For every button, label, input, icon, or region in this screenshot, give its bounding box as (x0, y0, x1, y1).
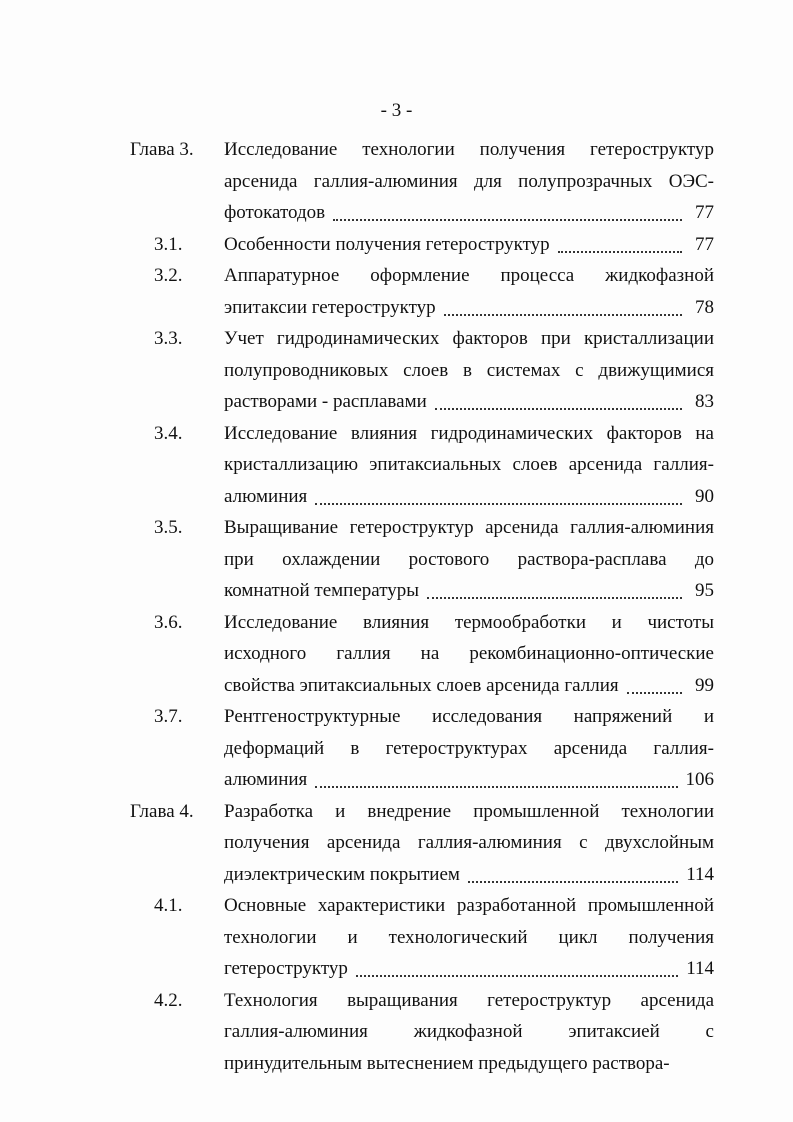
toc-entry-number: 4.1. (154, 895, 183, 916)
toc-entry-number: Глава 4. (130, 800, 194, 822)
toc-entry-line: алюминия (224, 485, 308, 507)
dot-leader (444, 313, 682, 316)
dot-leader (315, 785, 677, 788)
toc-entry-line: фотокатодов (224, 202, 326, 223)
toc-entry-page: 83 (695, 391, 714, 412)
toc-entry-line: получения арсенида галлия-алюминия с двухслойным (224, 832, 714, 853)
dot-leader (627, 691, 682, 694)
toc-entry-title (224, 260, 714, 323)
toc-entry-line: арсенида галлия-алюминия для полупрозрачных ОЭС- (224, 170, 714, 192)
toc-entry (0, 796, 793, 891)
toc-entry-page: 99 (695, 674, 714, 696)
toc-entry-last-line (224, 953, 714, 985)
toc-entry-number: 3.3. (154, 328, 183, 349)
toc-entry-page: 77 (695, 202, 714, 223)
toc-entry (0, 260, 793, 323)
toc-entry-line: Основные характеристики разработанной промышленной (224, 895, 714, 916)
toc-entry-last-line (224, 575, 714, 607)
toc-entry-line: при охлаждении ростового раствора-расплава до (224, 548, 714, 570)
toc-entry-line: Аппаратурное оформление процесса жидкофазной (224, 265, 714, 286)
dot-leader (315, 502, 682, 505)
toc-entry-page: 78 (695, 296, 714, 318)
toc-entry-number: 3.4. (154, 422, 183, 444)
toc-entry-line: диэлектрическим покрытием (224, 863, 460, 885)
dot-leader (333, 218, 682, 221)
table-of-contents (0, 134, 793, 1079)
toc-entry-line: эпитаксии гетероструктур (224, 296, 436, 318)
toc-entry-line: деформаций в гетероструктурах арсенида галлия- (224, 737, 714, 759)
toc-entry-line: комнатной температуры (224, 580, 420, 601)
toc-entry (0, 229, 793, 261)
toc-entry-last-line (224, 292, 714, 324)
toc-entry-line: алюминия (224, 769, 308, 790)
dot-leader (356, 974, 678, 977)
toc-entry-line: Технология выращивания гетероструктур арсенида (224, 989, 714, 1011)
toc-entry-page: 77 (695, 233, 714, 255)
toc-entry-last-line (224, 481, 714, 513)
toc-entry-title (224, 985, 714, 1080)
toc-entry-line: технологии и технологический цикл получения (224, 926, 714, 948)
toc-entry-number: 4.2. (154, 989, 183, 1011)
page-number: - 3 - (380, 100, 413, 121)
toc-entry-title (224, 229, 714, 261)
toc-entry-last-line (224, 764, 714, 796)
toc-entry-line: исходного галлия на рекомбинационно-оптические (224, 643, 714, 664)
toc-entry (0, 701, 793, 796)
toc-entry-line: кристаллизацию эпитаксиальных слоев арсенида галлия- (224, 454, 714, 475)
toc-entry-page: 106 (685, 769, 714, 790)
toc-entry-line: свойства эпитаксиальных слоев арсенида галлия (224, 674, 619, 696)
toc-entry-number: 3.7. (154, 706, 183, 727)
toc-entry-last-line (224, 229, 714, 261)
toc-entry-page: 114 (686, 958, 714, 979)
toc-entry-title (224, 607, 714, 702)
toc-entry-title (224, 323, 714, 418)
toc-entry-number: Глава 3. (130, 139, 194, 160)
toc-entry-page: 95 (695, 580, 714, 601)
toc-entry (0, 890, 793, 985)
toc-entry (0, 418, 793, 513)
toc-entry-line: Особенности получения гетероструктур (224, 233, 550, 255)
toc-entry (0, 607, 793, 702)
toc-entry-line: Исследование влияния термообработки и чистоты (224, 611, 714, 633)
toc-entry-title (224, 418, 714, 513)
toc-entry-title (224, 890, 714, 985)
dot-leader (468, 880, 678, 883)
toc-entry-last-line (224, 197, 714, 229)
toc-entry-number: 3.5. (154, 517, 183, 538)
toc-entry (0, 323, 793, 418)
toc-entry (0, 512, 793, 607)
toc-entry-last-line (224, 859, 714, 891)
toc-entry-last-line (224, 670, 714, 702)
toc-entry-number: 3.1. (154, 233, 183, 255)
toc-entry-title (224, 512, 714, 607)
toc-entry-number: 3.2. (154, 265, 183, 286)
toc-entry (0, 134, 793, 229)
dot-leader (427, 596, 682, 599)
toc-entry-last-line (224, 386, 714, 418)
toc-entry-line: Исследование технологии получения гетероструктур (224, 139, 714, 160)
toc-entry-line: Рентгеноструктурные исследования напряжений и (224, 706, 714, 727)
toc-entry-number: 3.6. (154, 611, 183, 633)
toc-entry-title (224, 796, 714, 891)
toc-entry-line: полупроводниковых слоев в системах с движущимися (224, 359, 714, 381)
toc-entry-line: принудительным вытеснением предыдущего раствора- (224, 1052, 670, 1074)
toc-entry (0, 985, 793, 1080)
toc-entry-page: 90 (695, 485, 714, 507)
toc-entry-title (224, 701, 714, 796)
toc-entry-line: Выращивание гетероструктур арсенида галлия-алюминия (224, 517, 714, 538)
toc-entry-line: Разработка и внедрение промышленной технологии (224, 800, 714, 822)
toc-entry-page: 114 (686, 863, 714, 885)
dot-leader (558, 250, 682, 253)
toc-entry-line: галлия-алюминия жидкофазной эпитаксией с (224, 1021, 714, 1042)
dot-leader (435, 407, 682, 410)
toc-entry-line: гетероструктур (224, 958, 348, 979)
toc-entry-line: Учет гидродинамических факторов при кристаллизации (224, 328, 714, 349)
toc-entry-line: Исследование влияния гидродинамических факторов на (224, 422, 714, 444)
toc-entry-title (224, 134, 714, 229)
toc-entry-line: растворами - расплавами (224, 391, 427, 412)
